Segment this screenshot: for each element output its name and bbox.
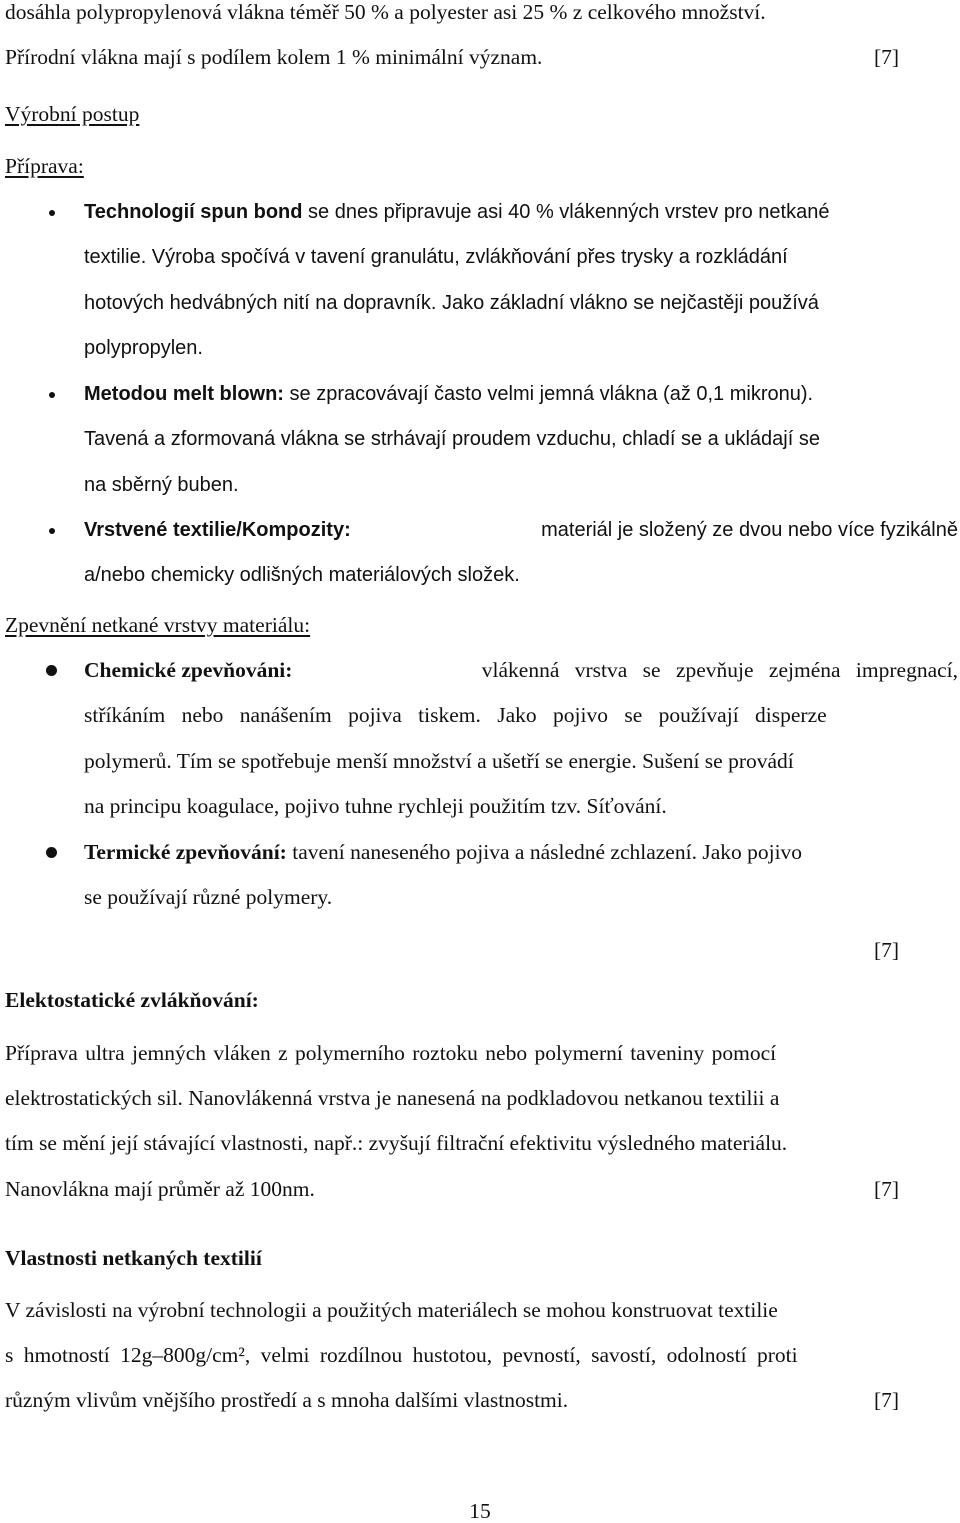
bullet-icon <box>49 210 55 216</box>
section-heading-production: Výrobní postup <box>5 102 140 126</box>
properties-line-2: s hmotností 12g–800g/cm², velmi rozdílnou hustotou, pevností, savostí, odolností proti <box>5 1343 798 1367</box>
bullet-icon <box>46 665 57 676</box>
bullet-icon <box>49 528 55 534</box>
chemical-line-2: stříkáním nebo nanášením pojiva tiskem. Jako pojivo se používají disperze <box>84 703 827 727</box>
electrospinning-line-2: elektrostatických sil. Nanovlákenná vrstva je nanesená na podkladovou netkanou textilii a <box>5 1086 780 1110</box>
citation-ref: [7] <box>874 45 900 69</box>
citation-ref: [7] <box>874 938 900 962</box>
page-number: 15 <box>469 1499 491 1523</box>
citation-ref: [7] <box>874 1177 900 1201</box>
spunbond-term: Technologií spun bond <box>84 201 303 223</box>
properties-line-3: různým vlivům vnějšího prostředí a s mnoha dalšími vlastnostmi. <box>5 1388 569 1412</box>
electrospinning-line-1: Příprava ultra jemných vláken z polymerního roztoku nebo polymerní taveniny pomocí <box>5 1041 777 1065</box>
chemical-line-1-text: vlákenná vrstva se zpevňuje zejména impregnací, <box>481 658 958 682</box>
meltblown-line-1 <box>84 384 813 404</box>
meltblown-term: Metodou melt blown: <box>84 383 284 405</box>
spunbond-line-2: textilie. Výroba spočívá v tavení granulátu, zvlákňování přes trysky a rozkládání <box>84 246 788 268</box>
section-heading-electrospinning: Elektostatické zvlákňování: <box>5 988 259 1012</box>
bullet-icon <box>49 392 55 398</box>
spunbond-line-3: hotových hedvábných nití na dopravník. Jako základní vlákno se nejčastěji používá <box>84 292 819 314</box>
layered-term: Vrstvené textilie/Kompozity: <box>84 519 351 541</box>
properties-line-1: V závislosti na výrobní technologii a použitých materiálech se mohou konstruovat textilie <box>5 1298 778 1322</box>
section-heading-bonding: Zpevnění netkané vrstvy materiálu: <box>5 613 311 637</box>
intro-line-1: dosáhla polypropylenová vlákna téměř 50 % a polyester asi 25 % z celkového množství. <box>5 0 766 24</box>
electrospinning-line-3: tím se mění její stávající vlastnosti, např.: zvyšují filtrační efektivitu výsledného materiálu. <box>5 1131 788 1155</box>
chemical-line-4: na principu koagulace, pojivo tuhne rychleji použitím tzv. Síťování. <box>84 794 667 818</box>
thermal-term: Termické zpevňování: <box>84 840 287 864</box>
layered-line-2: a/nebo chemicky odlišných materiálových složek. <box>84 564 520 586</box>
chemical-line-1 <box>84 660 958 682</box>
meltblown-line-1-text: se zpracovávají často velmi jemná vlákna (až 0,1 mikronu). <box>283 383 814 405</box>
chemical-line-3: polymerů. Tím se spotřebuje menší množství a ušetří se energie. Sušení se provádí <box>84 749 794 773</box>
spunbond-line-4: polypropylen. <box>84 337 203 359</box>
layered-line-1-text: materiál je složený ze dvou nebo více fyzikálně <box>541 519 958 541</box>
thermal-line-1 <box>84 842 802 864</box>
bullet-icon <box>46 847 57 858</box>
intro-line-2: Přírodní vlákna mají s podílem kolem 1 % minimální význam. <box>5 45 543 69</box>
spunbond-line-1 <box>84 202 829 222</box>
subheading-preparation: Příprava: <box>5 154 84 178</box>
thermal-line-1-text: tavení naneseného pojiva a následné zchlazení. Jako pojivo <box>286 840 803 864</box>
electrospinning-line-4: Nanovlákna mají průměr až 100nm. <box>5 1177 315 1201</box>
chemical-term: Chemické zpevňováni: <box>84 658 293 682</box>
layered-line-1 <box>84 520 958 540</box>
meltblown-line-3: na sběrný buben. <box>84 474 239 496</box>
section-heading-properties: Vlastnosti netkaných textilií <box>5 1246 262 1270</box>
citation-ref: [7] <box>874 1388 900 1412</box>
spunbond-line-1-text: se dnes připravuje asi 40 % vlákenných vrstev pro netkané <box>302 201 830 223</box>
thermal-line-2: se používají různé polymery. <box>84 885 333 909</box>
meltblown-line-2: Tavená a zformovaná vlákna se strhávají proudem vzduchu, chladí se a ukládají se <box>84 428 820 450</box>
